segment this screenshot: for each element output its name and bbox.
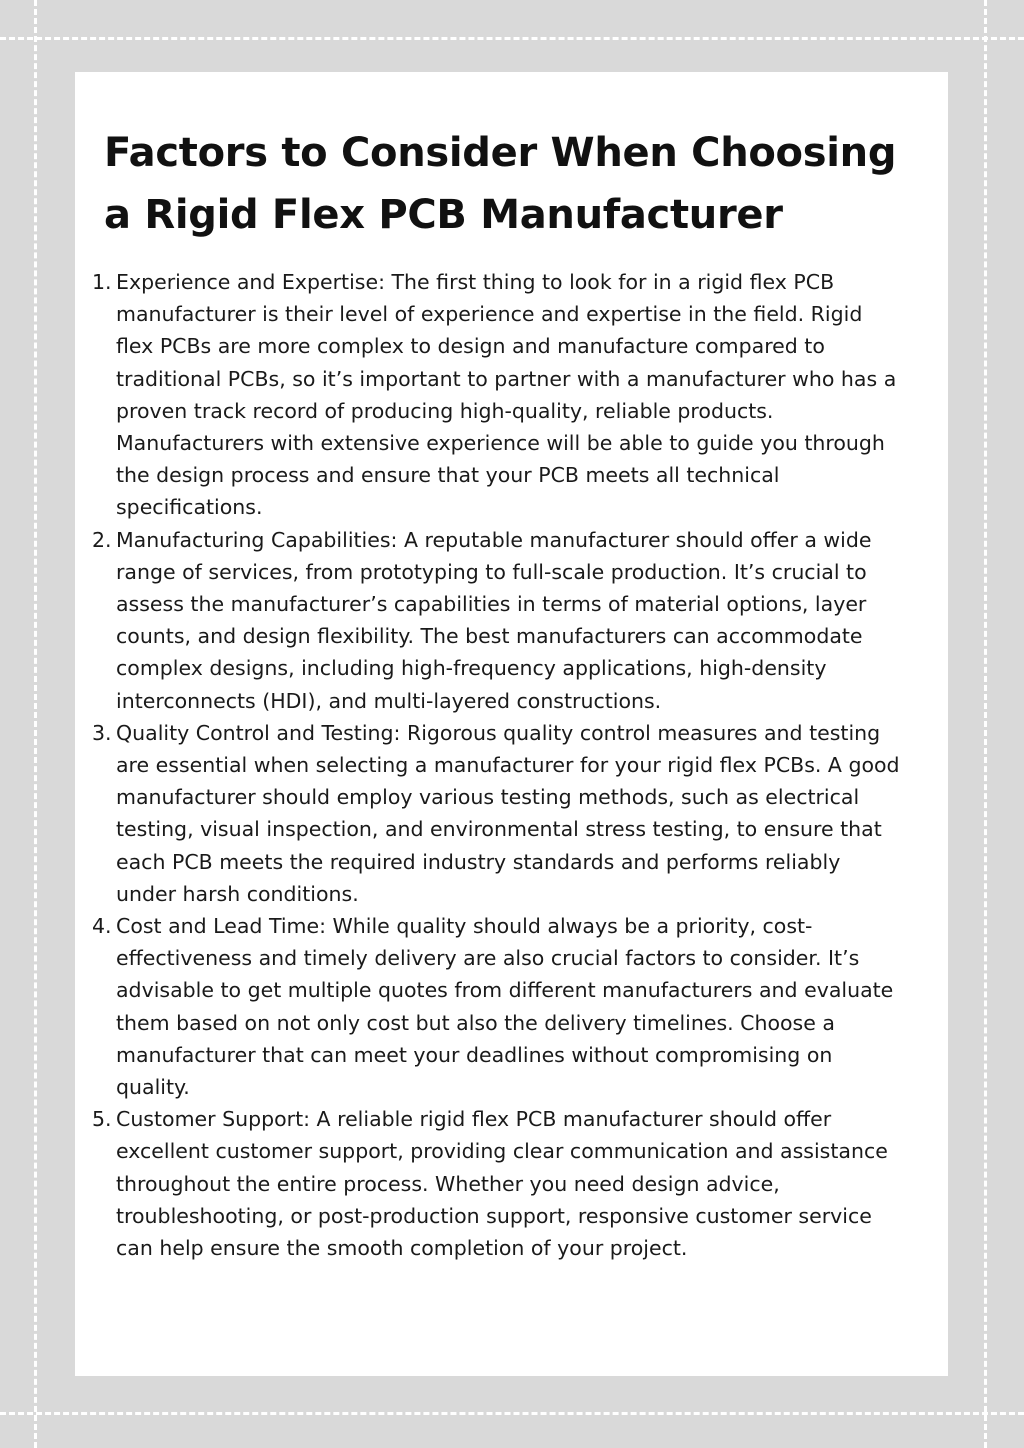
- list-item-number: 3.: [92, 720, 112, 745]
- frame-dash-top: [0, 37, 1024, 40]
- frame-dash-bottom: [0, 1412, 1024, 1415]
- list-item-number: 4.: [92, 914, 112, 939]
- list-item-number: 2.: [92, 527, 112, 552]
- list-item-text: Experience and Expertise: The first thing to look for in a rigid flex PCB manufacturer is their level of experience and expertise in the field. Rigid flex PCBs are more complex to design and manufacture compared to traditional PCBs, so it’s important to partner with a manufacturer who has a proven track record of producing high-quality, reliable products. Manufacturers with extensive experience will be able to guide you through the design process and ensure that your PCB meets all technical specifications.: [116, 270, 897, 520]
- list-item: [75, 910, 905, 1103]
- document-title: Factors to Consider When Choosing a Rigid Flex PCB Manufacturer: [104, 130, 897, 238]
- list-item-text: Manufacturing Capabilities: A reputable manufacturer should offer a wide range of services, from prototyping to full-scale production. It’s crucial to assess the manufacturer’s capabilities in terms of material options, layer counts, and design flexibility. The best manufacturers can accommodate complex designs, including high-frequency applications, high-density interconnects (HDI), and multi-layered constructions.: [116, 527, 872, 713]
- list-item-text: Customer Support: A reliable rigid flex PCB manufacturer should offer excellent customer support, providing clear communication and assistance throughout the entire process. Whether you need design advice, troubleshooting, or post-production support, responsive customer service can help ensure the smooth completion of your project.: [116, 1107, 888, 1261]
- factors-list: [75, 266, 905, 1264]
- list-item-number: 5.: [92, 1107, 112, 1132]
- list-item: [75, 1103, 905, 1264]
- list-item: [75, 524, 905, 717]
- list-item: [75, 266, 905, 524]
- content-card: [75, 72, 948, 1376]
- frame-dash-right: [984, 0, 987, 1448]
- list-item-text: Cost and Lead Time: While quality should always be a priority, cost-effectiveness and timely delivery are also crucial factors to consider. It’s advisable to get multiple quotes from different manufacturers and evaluate them based on not only cost but also the delivery timelines. Choose a manufacturer that can meet your deadlines without compromising on quality.: [116, 914, 894, 1100]
- list-item-text: Quality Control and Testing: Rigorous quality control measures and testing are essential when selecting a manufacturer for your rigid flex PCBs. A good manufacturer should employ various testing methods, such as electrical testing, visual inspection, and environmental stress testing, to ensure that each PCB meets the required industry standards and performs reliably under harsh conditions.: [116, 720, 900, 906]
- frame-dash-left: [34, 0, 37, 1448]
- list-item: [75, 717, 905, 910]
- list-item-number: 1.: [92, 270, 112, 294]
